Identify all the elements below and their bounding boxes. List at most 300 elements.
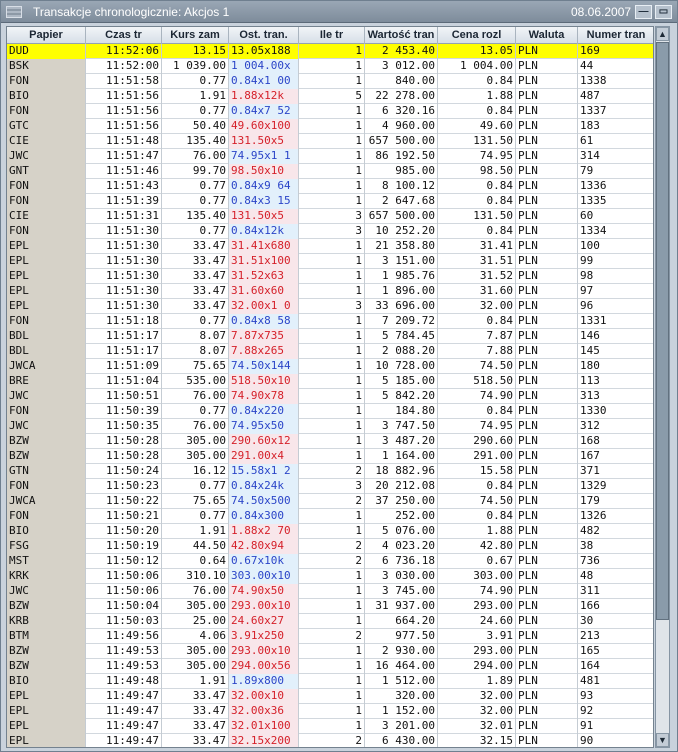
cell-num: 1331 (578, 314, 654, 329)
cell-cena: 32.01 (438, 719, 516, 734)
cell-czas: 11:51:30 (86, 224, 162, 239)
cell-czas: 11:52:00 (86, 59, 162, 74)
cell-ost: 290.60x12 (229, 434, 299, 449)
cell-war: 8 100.12 (365, 179, 438, 194)
cell-cena: 32.00 (438, 704, 516, 719)
cell-wal: PLN (516, 59, 578, 74)
cell-wal: PLN (516, 599, 578, 614)
cell-war: 657 500.00 (365, 209, 438, 224)
cell-papier: KRK (7, 569, 86, 584)
table-row[interactable] (7, 599, 654, 614)
cell-war: 2 930.00 (365, 644, 438, 659)
cell-war: 320.00 (365, 689, 438, 704)
cell-czas: 11:50:51 (86, 389, 162, 404)
cell-kurs: 305.00 (162, 449, 229, 464)
cell-num: 167 (578, 449, 654, 464)
cell-czas: 11:50:12 (86, 554, 162, 569)
cell-czas: 11:51:30 (86, 269, 162, 284)
cell-ost: 31.52x63 (229, 269, 299, 284)
cell-czas: 11:50:35 (86, 419, 162, 434)
table-row[interactable] (7, 479, 654, 494)
cell-war: 33 696.00 (365, 299, 438, 314)
cell-num: 1337 (578, 104, 654, 119)
cell-kurs: 33.47 (162, 239, 229, 254)
cell-ile: 1 (299, 59, 365, 74)
col-header-ile[interactable]: Ile tr (299, 27, 365, 44)
col-header-papier[interactable]: Papier (7, 27, 86, 44)
cell-kurs: 75.65 (162, 494, 229, 509)
cell-wal: PLN (516, 419, 578, 434)
cell-kurs: 33.47 (162, 734, 229, 748)
cell-cena: 32.15 (438, 734, 516, 748)
cell-kurs: 25.00 (162, 614, 229, 629)
table-row[interactable] (7, 524, 654, 539)
cell-ost: 294.00x56 (229, 659, 299, 674)
cell-papier: BZW (7, 659, 86, 674)
cell-czas: 11:51:17 (86, 329, 162, 344)
col-header-cena[interactable]: Cena rozl (438, 27, 516, 44)
cell-ost: 13.05x188 (229, 44, 299, 59)
cell-papier: EPL (7, 284, 86, 299)
cell-kurs: 76.00 (162, 149, 229, 164)
cell-num: 48 (578, 569, 654, 584)
cell-wal: PLN (516, 449, 578, 464)
col-header-wartosc[interactable]: Wartość tran (365, 27, 438, 44)
table-row[interactable] (7, 104, 654, 119)
cell-cena: 0.84 (438, 224, 516, 239)
cell-ile: 1 (299, 674, 365, 689)
cell-wal: PLN (516, 224, 578, 239)
cell-war: 6 736.18 (365, 554, 438, 569)
table-row[interactable] (7, 329, 654, 344)
cell-wal: PLN (516, 164, 578, 179)
cell-czas: 11:51:48 (86, 134, 162, 149)
cell-ile: 1 (299, 599, 365, 614)
minimize-button[interactable]: — (635, 5, 652, 19)
cell-num: 371 (578, 464, 654, 479)
table-row[interactable] (7, 464, 654, 479)
cell-ile: 1 (299, 104, 365, 119)
cell-wal: PLN (516, 674, 578, 689)
cell-war: 21 358.80 (365, 239, 438, 254)
cell-czas: 11:51:56 (86, 104, 162, 119)
col-header-kurs[interactable]: Kurs zam (162, 27, 229, 44)
cell-papier: JWC (7, 419, 86, 434)
transactions-table (6, 26, 654, 748)
table-row[interactable] (7, 239, 654, 254)
cell-wal: PLN (516, 494, 578, 509)
cell-kurs: 1.91 (162, 89, 229, 104)
cell-papier: EPL (7, 719, 86, 734)
cell-papier: EPL (7, 299, 86, 314)
cell-cena: 31.52 (438, 269, 516, 284)
cell-num: 482 (578, 524, 654, 539)
cell-cena: 3.91 (438, 629, 516, 644)
cell-ost: 31.60x60 (229, 284, 299, 299)
cell-num: 97 (578, 284, 654, 299)
col-header-ost[interactable]: Ost. tran. (229, 27, 299, 44)
cell-cena: 0.84 (438, 179, 516, 194)
cell-war: 20 212.08 (365, 479, 438, 494)
cell-num: 168 (578, 434, 654, 449)
cell-ile: 5 (299, 89, 365, 104)
table-row[interactable] (7, 134, 654, 149)
col-header-numer[interactable]: Numer tran (578, 27, 654, 44)
cell-czas: 11:49:47 (86, 719, 162, 734)
cell-cena: 0.84 (438, 74, 516, 89)
cell-ile: 1 (299, 164, 365, 179)
cell-war: 4 960.00 (365, 119, 438, 134)
table-row[interactable] (7, 419, 654, 434)
table-row[interactable] (7, 674, 654, 689)
maximize-button[interactable]: ▭ (655, 5, 672, 19)
cell-papier: EPL (7, 689, 86, 704)
scroll-down-icon[interactable]: ▼ (656, 733, 669, 747)
cell-kurs: 135.40 (162, 134, 229, 149)
cell-czas: 11:51:09 (86, 359, 162, 374)
scroll-thumb[interactable] (656, 42, 669, 620)
cell-czas: 11:50:06 (86, 584, 162, 599)
table-row[interactable] (7, 584, 654, 599)
cell-war: 6 430.00 (365, 734, 438, 748)
cell-kurs: 0.77 (162, 479, 229, 494)
cell-wal: PLN (516, 584, 578, 599)
cell-num: 166 (578, 599, 654, 614)
table-row[interactable] (7, 119, 654, 134)
cell-war: 2 453.40 (365, 44, 438, 59)
cell-war: 184.80 (365, 404, 438, 419)
table-row[interactable] (7, 74, 654, 89)
cell-wal: PLN (516, 74, 578, 89)
cell-war: 18 882.96 (365, 464, 438, 479)
cell-czas: 11:50:04 (86, 599, 162, 614)
cell-papier: FON (7, 224, 86, 239)
cell-kurs: 1.91 (162, 674, 229, 689)
cell-wal: PLN (516, 689, 578, 704)
table-row[interactable] (7, 569, 654, 584)
cell-papier: EPL (7, 254, 86, 269)
cell-kurs: 0.77 (162, 404, 229, 419)
cell-ost: 32.00x10 (229, 689, 299, 704)
cell-num: 1334 (578, 224, 654, 239)
cell-ost: 74.50x144 (229, 359, 299, 374)
cell-kurs: 0.77 (162, 74, 229, 89)
cell-ile: 1 (299, 614, 365, 629)
cell-ost: 0.84x7 52 (229, 104, 299, 119)
cell-ile: 1 (299, 329, 365, 344)
table-row[interactable] (7, 359, 654, 374)
cell-ile: 1 (299, 344, 365, 359)
cell-war: 977.50 (365, 629, 438, 644)
cell-kurs: 305.00 (162, 659, 229, 674)
scroll-up-icon[interactable]: ▲ (656, 27, 669, 41)
cell-war: 985.00 (365, 164, 438, 179)
cell-kurs: 33.47 (162, 704, 229, 719)
cell-czas: 11:51:30 (86, 239, 162, 254)
cell-ile: 1 (299, 509, 365, 524)
cell-cena: 1.88 (438, 524, 516, 539)
table-row[interactable] (7, 89, 654, 104)
cell-ile: 1 (299, 704, 365, 719)
cell-ile: 1 (299, 44, 365, 59)
cell-kurs: 1 039.00 (162, 59, 229, 74)
cell-cena: 293.00 (438, 599, 516, 614)
table-row[interactable] (7, 539, 654, 554)
cell-czas: 11:50:21 (86, 509, 162, 524)
table-row[interactable] (7, 719, 654, 734)
table-row[interactable] (7, 554, 654, 569)
table-row[interactable] (7, 659, 654, 674)
cell-ile: 1 (299, 134, 365, 149)
cell-kurs: 1.91 (162, 524, 229, 539)
cell-czas: 11:51:39 (86, 194, 162, 209)
cell-cena: 0.84 (438, 479, 516, 494)
table-row[interactable] (7, 164, 654, 179)
cell-papier: BZW (7, 434, 86, 449)
cell-num: 113 (578, 374, 654, 389)
cell-war: 664.20 (365, 614, 438, 629)
cell-num: 145 (578, 344, 654, 359)
cell-papier: KRB (7, 614, 86, 629)
cell-cena: 1 004.00 (438, 59, 516, 74)
cell-num: 79 (578, 164, 654, 179)
cell-papier: BDL (7, 344, 86, 359)
table-row[interactable] (7, 44, 654, 59)
cell-papier: EPL (7, 269, 86, 284)
cell-czas: 11:51:56 (86, 89, 162, 104)
table-row[interactable] (7, 374, 654, 389)
cell-czas: 11:51:30 (86, 284, 162, 299)
cell-czas: 11:51:58 (86, 74, 162, 89)
cell-war: 3 747.50 (365, 419, 438, 434)
cell-kurs: 8.07 (162, 344, 229, 359)
cell-cena: 32.00 (438, 299, 516, 314)
table-row[interactable] (7, 149, 654, 164)
cell-war: 86 192.50 (365, 149, 438, 164)
cell-wal: PLN (516, 509, 578, 524)
cell-ile: 1 (299, 719, 365, 734)
cell-kurs: 99.70 (162, 164, 229, 179)
cell-papier: BIO (7, 89, 86, 104)
cell-cena: 31.60 (438, 284, 516, 299)
window-date: 08.06.2007 (571, 5, 632, 19)
cell-czas: 11:51:46 (86, 164, 162, 179)
cell-cena: 42.80 (438, 539, 516, 554)
table-row[interactable] (7, 194, 654, 209)
table-row[interactable] (7, 209, 654, 224)
cell-ile: 1 (299, 659, 365, 674)
cell-ost: 0.84x220 (229, 404, 299, 419)
cell-czas: 11:51:30 (86, 254, 162, 269)
cell-kurs: 0.77 (162, 104, 229, 119)
cell-czas: 11:50:20 (86, 524, 162, 539)
cell-wal: PLN (516, 554, 578, 569)
cell-war: 252.00 (365, 509, 438, 524)
cell-ile: 2 (299, 629, 365, 644)
cell-kurs: 33.47 (162, 254, 229, 269)
table-row[interactable] (7, 299, 654, 314)
cell-war: 37 250.00 (365, 494, 438, 509)
cell-kurs: 33.47 (162, 299, 229, 314)
cell-ile: 2 (299, 554, 365, 569)
table-row[interactable] (7, 704, 654, 719)
table-row[interactable] (7, 494, 654, 509)
cell-wal: PLN (516, 254, 578, 269)
cell-wal: PLN (516, 434, 578, 449)
table-row[interactable] (7, 434, 654, 449)
cell-kurs: 33.47 (162, 284, 229, 299)
cell-num: 1326 (578, 509, 654, 524)
cell-kurs: 0.64 (162, 554, 229, 569)
cell-wal: PLN (516, 569, 578, 584)
cell-num: 180 (578, 359, 654, 374)
cell-czas: 11:49:53 (86, 659, 162, 674)
cell-kurs: 305.00 (162, 644, 229, 659)
cell-papier: FON (7, 314, 86, 329)
table-row[interactable] (7, 449, 654, 464)
cell-papier: BDL (7, 329, 86, 344)
cell-papier: EPL (7, 734, 86, 748)
cell-kurs: 76.00 (162, 584, 229, 599)
cell-num: 100 (578, 239, 654, 254)
table-row[interactable] (7, 59, 654, 74)
cell-ost: 0.84x1 00 (229, 74, 299, 89)
cell-war: 657 500.00 (365, 134, 438, 149)
table-row[interactable] (7, 179, 654, 194)
cell-ile: 3 (299, 299, 365, 314)
cell-num: 146 (578, 329, 654, 344)
cell-wal: PLN (516, 314, 578, 329)
cell-ile: 1 (299, 194, 365, 209)
table-row[interactable] (7, 734, 654, 748)
table-row[interactable] (7, 224, 654, 239)
cell-kurs: 0.77 (162, 194, 229, 209)
cell-num: 30 (578, 614, 654, 629)
cell-czas: 11:51:43 (86, 179, 162, 194)
cell-ile: 1 (299, 359, 365, 374)
cell-wal: PLN (516, 104, 578, 119)
cell-cena: 131.50 (438, 209, 516, 224)
cell-ost: 74.50x500 (229, 494, 299, 509)
cell-czas: 11:50:39 (86, 404, 162, 419)
cell-czas: 11:51:17 (86, 344, 162, 359)
cell-ost: 1.88x12k (229, 89, 299, 104)
cell-czas: 11:50:06 (86, 569, 162, 584)
table-row[interactable] (7, 314, 654, 329)
table-row[interactable] (7, 689, 654, 704)
cell-kurs: 135.40 (162, 209, 229, 224)
cell-cena: 74.50 (438, 359, 516, 374)
cell-ost: 0.84x300 (229, 509, 299, 524)
cell-war: 1 164.00 (365, 449, 438, 464)
cell-war: 3 201.00 (365, 719, 438, 734)
cell-num: 487 (578, 89, 654, 104)
cell-czas: 11:52:06 (86, 44, 162, 59)
cell-ost: 31.51x100 (229, 254, 299, 269)
table-row[interactable] (7, 344, 654, 359)
cell-ost: 98.50x10 (229, 164, 299, 179)
table-row[interactable] (7, 389, 654, 404)
cell-czas: 11:49:47 (86, 689, 162, 704)
cell-ost: 74.95x1 1 (229, 149, 299, 164)
cell-war: 10 728.00 (365, 359, 438, 374)
cell-kurs: 44.50 (162, 539, 229, 554)
table-row[interactable] (7, 629, 654, 644)
cell-ile: 1 (299, 644, 365, 659)
cell-ile: 1 (299, 584, 365, 599)
table-row[interactable] (7, 284, 654, 299)
cell-ost: 303.00x10 (229, 569, 299, 584)
cell-czas: 11:51:30 (86, 299, 162, 314)
cell-kurs: 13.15 (162, 44, 229, 59)
cell-war: 7 209.72 (365, 314, 438, 329)
cell-papier: BIO (7, 674, 86, 689)
cell-papier: MST (7, 554, 86, 569)
cell-ost: 293.00x10 (229, 644, 299, 659)
cell-wal: PLN (516, 719, 578, 734)
cell-ile: 1 (299, 179, 365, 194)
cell-cena: 293.00 (438, 644, 516, 659)
cell-war: 10 252.20 (365, 224, 438, 239)
col-header-czas[interactable]: Czas tr (86, 27, 162, 44)
cell-num: 1330 (578, 404, 654, 419)
window-menu-icon[interactable] (6, 6, 22, 18)
cell-cena: 74.95 (438, 149, 516, 164)
cell-kurs: 8.07 (162, 329, 229, 344)
vertical-scrollbar[interactable] (655, 26, 670, 748)
cell-papier: FON (7, 404, 86, 419)
cell-wal: PLN (516, 464, 578, 479)
table-row[interactable] (7, 644, 654, 659)
table-row[interactable] (7, 614, 654, 629)
table-row[interactable] (7, 509, 654, 524)
cell-papier: JWCA (7, 359, 86, 374)
cell-wal: PLN (516, 209, 578, 224)
window-title: Transakcje chronologicznie: Akcjos 1 (33, 5, 230, 19)
cell-ile: 1 (299, 419, 365, 434)
cell-papier: DUD (7, 44, 86, 59)
cell-cena: 0.84 (438, 404, 516, 419)
cell-wal: PLN (516, 614, 578, 629)
cell-num: 164 (578, 659, 654, 674)
table-row[interactable] (7, 404, 654, 419)
cell-ost: 1 004.00x (229, 59, 299, 74)
cell-ost: 24.60x27 (229, 614, 299, 629)
cell-papier: GTN (7, 464, 86, 479)
cell-papier: CIE (7, 209, 86, 224)
cell-num: 61 (578, 134, 654, 149)
cell-wal: PLN (516, 239, 578, 254)
cell-ost: 1.88x2 70 (229, 524, 299, 539)
cell-ost: 0.84x9 64 (229, 179, 299, 194)
cell-num: 44 (578, 59, 654, 74)
cell-kurs: 33.47 (162, 269, 229, 284)
cell-ost: 7.88x265 (229, 344, 299, 359)
col-header-waluta[interactable]: Waluta (516, 27, 578, 44)
cell-ile: 1 (299, 74, 365, 89)
cell-war: 840.00 (365, 74, 438, 89)
cell-papier: FSG (7, 539, 86, 554)
cell-ost: 0.84x24k (229, 479, 299, 494)
cell-czas: 11:49:56 (86, 629, 162, 644)
table-row[interactable] (7, 269, 654, 284)
cell-ile: 2 (299, 734, 365, 748)
cell-war: 2 088.20 (365, 344, 438, 359)
cell-ile: 3 (299, 224, 365, 239)
cell-num: 213 (578, 629, 654, 644)
table-row[interactable] (7, 254, 654, 269)
title-bar[interactable] (1, 1, 677, 23)
